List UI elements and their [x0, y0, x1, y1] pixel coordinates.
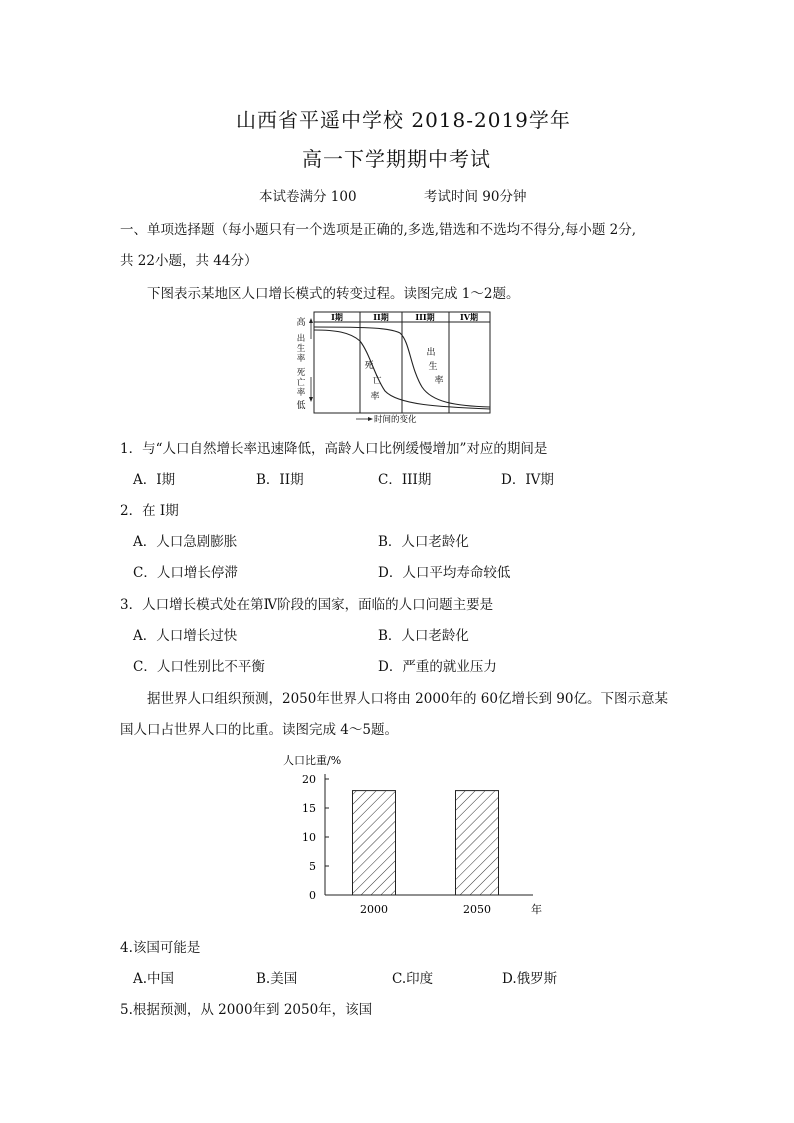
q1-option-b: B．II期 — [256, 472, 304, 488]
stage-label-1: I期 — [331, 312, 343, 322]
x-tick-label: 2000 — [360, 903, 388, 916]
death-curve-char-2: 亡 — [372, 376, 382, 386]
question-4-stem: 4.该国可能是 — [120, 940, 201, 956]
score-note: 本试卷满分 100 — [259, 189, 357, 205]
stage-label-2: II期 — [373, 312, 389, 322]
section-heading-line2: 共 22小题，共 44分） — [120, 253, 258, 269]
intro-text-1: 下图表示某地区人口增长模式的转变过程。读图完成 1～2题。 — [147, 286, 520, 302]
y-death-char-2: 亡 — [296, 378, 306, 388]
exam-title-line2: 高一下学期期中考试 — [302, 147, 491, 171]
q1-option-c: C．III期 — [378, 472, 432, 488]
q1-option-a: A．I期 — [133, 472, 176, 488]
q3-option-b: B．人口老龄化 — [378, 628, 469, 644]
population-share-bar-chart — [278, 750, 548, 920]
section-heading-line1: 一、单项选择题（每小题只有一个选项是正确的,多选,错选和不选均不得分,每小题 2分, — [120, 222, 637, 238]
y-tick-label: 10 — [302, 831, 316, 844]
x-axis-label: 时间的变化 — [374, 415, 417, 425]
y-birth-char-3: 率 — [296, 354, 306, 364]
q2-option-d: D．人口平均寿命较低 — [378, 565, 511, 581]
q3-option-a: A．人口增长过快 — [133, 628, 238, 644]
death-curve-char-1: 死 — [364, 361, 374, 371]
birth-curve-char-1: 出 — [426, 348, 436, 358]
time-note: 考试时间 90分钟 — [424, 189, 527, 205]
y-low-label: 低 — [296, 401, 306, 411]
y-tick-label: 20 — [302, 773, 316, 786]
stage-label-3: III期 — [415, 312, 435, 322]
y-death-char-3: 率 — [296, 388, 306, 398]
population-transition-figure — [290, 307, 496, 427]
q4-option-d: D.俄罗斯 — [502, 971, 558, 987]
q4-option-b: B.美国 — [256, 971, 298, 987]
y-tick-label: 5 — [309, 860, 316, 873]
question-3-stem: 3．人口增长模式处在第Ⅳ阶段的国家，面临的人口问题主要是 — [120, 597, 494, 613]
bar-2000 — [353, 791, 396, 895]
question-1-stem: 1．与“人口自然增长率迅速降低，高龄人口比例缓慢增加”对应的期间是 — [120, 441, 548, 457]
q2-option-a: A．人口急剧膨胀 — [133, 534, 238, 550]
intro-text-2-line2: 国人口占世界人口的比重。读图完成 4～5题。 — [120, 722, 398, 738]
q3-option-d: D．严重的就业压力 — [378, 659, 497, 675]
y-axis-title: 人口比重/% — [283, 754, 342, 767]
y-high-label: 高 — [296, 318, 306, 328]
y-birth-char-1: 出 — [296, 334, 306, 344]
y-birth-char-2: 生 — [296, 344, 306, 354]
q3-option-c: C．人口性别比不平衡 — [133, 659, 265, 675]
stage-label-4: IV期 — [460, 312, 478, 322]
birth-curve-char-3: 率 — [434, 376, 444, 386]
y-tick-label: 0 — [309, 889, 316, 902]
y-death-char-1: 死 — [296, 368, 306, 378]
bar-2050 — [456, 791, 499, 895]
x-axis-title: 年 — [531, 903, 542, 916]
question-2-stem: 2．在 I期 — [120, 503, 179, 519]
q2-option-c: C．人口增长停滞 — [133, 565, 238, 581]
exam-title-line1: 山西省平遥中学校 2018-2019学年 — [236, 108, 571, 132]
intro-text-2-line1: 据世界人口组织预测，2050年世界人口将由 2000年的 60亿增长到 90亿。下图示意某 — [147, 691, 668, 707]
y-tick-label: 15 — [302, 802, 316, 815]
x-tick-label: 2050 — [463, 903, 491, 916]
birth-curve-char-2: 生 — [428, 362, 438, 372]
q4-option-c: C.印度 — [392, 971, 434, 987]
death-curve-char-3: 率 — [370, 392, 380, 402]
q1-option-d: D．IV期 — [501, 472, 554, 488]
question-5-stem: 5.根据预测，从 2000年到 2050年，该国 — [120, 1002, 373, 1018]
q2-option-b: B．人口老龄化 — [378, 534, 469, 550]
q4-option-a: A.中国 — [133, 971, 175, 987]
